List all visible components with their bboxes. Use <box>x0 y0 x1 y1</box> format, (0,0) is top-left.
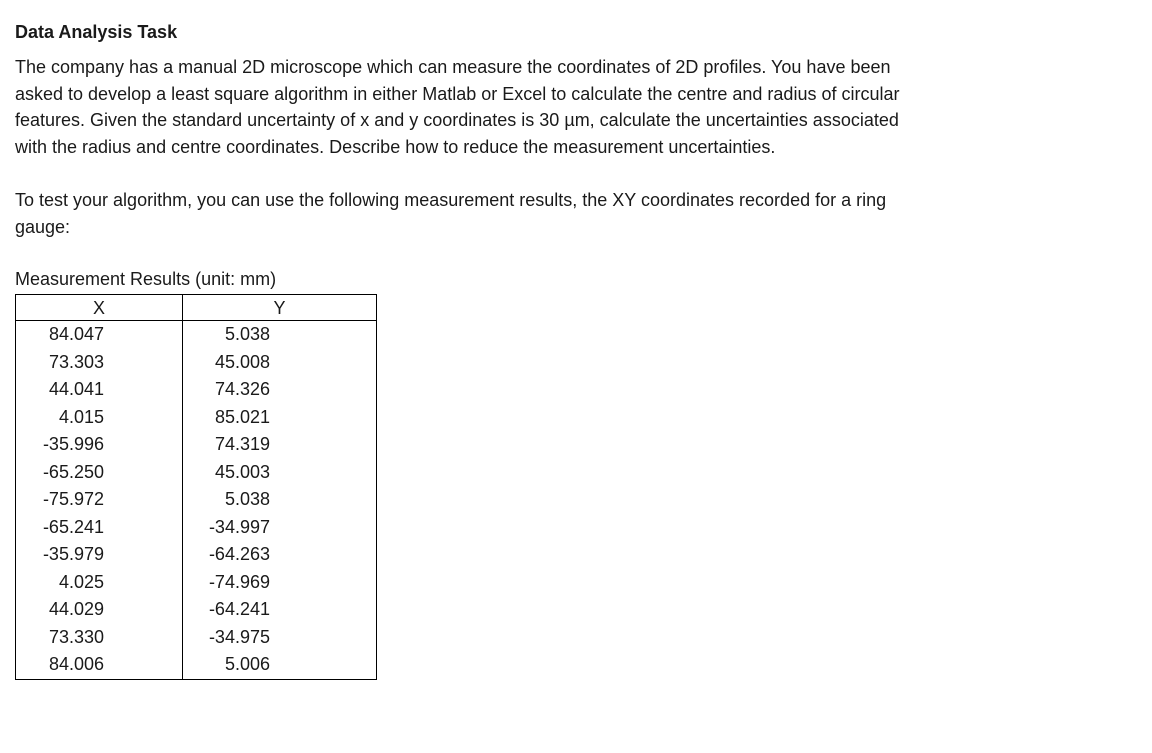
table-row <box>16 569 377 597</box>
y-value: 45.008 <box>183 349 377 377</box>
x-value: -75.972 <box>16 486 183 514</box>
y-value: 74.319 <box>183 431 377 459</box>
table-row <box>16 624 377 652</box>
x-value: -35.996 <box>16 431 183 459</box>
table-row <box>16 651 377 679</box>
x-value: 4.015 <box>16 404 183 432</box>
y-value: 85.021 <box>183 404 377 432</box>
table-row <box>16 596 377 624</box>
y-value: 5.006 <box>183 651 377 679</box>
column-header-x: X <box>16 295 183 321</box>
table-row <box>16 486 377 514</box>
y-value: 5.038 <box>183 321 377 349</box>
paragraph-line: gauge: <box>15 216 71 237</box>
x-value: 73.330 <box>16 624 183 652</box>
x-value: 4.025 <box>16 569 183 597</box>
x-value: -65.241 <box>16 514 183 542</box>
x-value: 84.047 <box>16 321 183 349</box>
table-header-row <box>16 295 377 321</box>
measurement-results-table <box>15 294 377 680</box>
paragraph-line: asked to develop a least square algorithm in either Matlab or Excel to calculate the centre and radius of circular <box>15 83 900 104</box>
column-header-y: Y <box>183 295 377 321</box>
table-row <box>16 349 377 377</box>
table-row <box>16 459 377 487</box>
paragraph-line: To test your algorithm, you can use the following measurement results, the XY coordinates recorded for a ring <box>15 190 887 210</box>
paragraph-line: with the radius and centre coordinates. Describe how to reduce the measurement uncertainties. <box>15 136 776 157</box>
y-value: -74.969 <box>183 569 377 597</box>
table-row <box>16 431 377 459</box>
y-value: -64.263 <box>183 541 377 569</box>
y-value: 74.326 <box>183 376 377 404</box>
y-value: -64.241 <box>183 596 377 624</box>
x-value: 73.303 <box>16 349 183 377</box>
x-value: 44.041 <box>16 376 183 404</box>
paragraph-line: features. Given the standard uncertainty of x and y coordinates is 30 µm, calculate the uncertainties associated <box>15 110 899 130</box>
task-description-paragraph <box>15 54 1015 160</box>
x-value: 44.029 <box>16 596 183 624</box>
table-row <box>16 541 377 569</box>
x-value: 84.006 <box>16 651 183 679</box>
paragraph-line: The company has a manual 2D microscope which can measure the coordinates of 2D profiles. You have been <box>15 57 891 77</box>
test-instructions-paragraph <box>15 187 1015 240</box>
y-value: 45.003 <box>183 459 377 487</box>
x-value: -35.979 <box>16 541 183 569</box>
x-value: -65.250 <box>16 459 183 487</box>
table-caption: Measurement Results (unit: mm) <box>15 269 277 289</box>
y-value: 5.038 <box>183 486 377 514</box>
table-row <box>16 321 377 349</box>
table-row <box>16 376 377 404</box>
document-title: Data Analysis Task <box>15 22 178 42</box>
y-value: -34.975 <box>183 624 377 652</box>
table-row <box>16 514 377 542</box>
y-value: -34.997 <box>183 514 377 542</box>
table-row <box>16 404 377 432</box>
